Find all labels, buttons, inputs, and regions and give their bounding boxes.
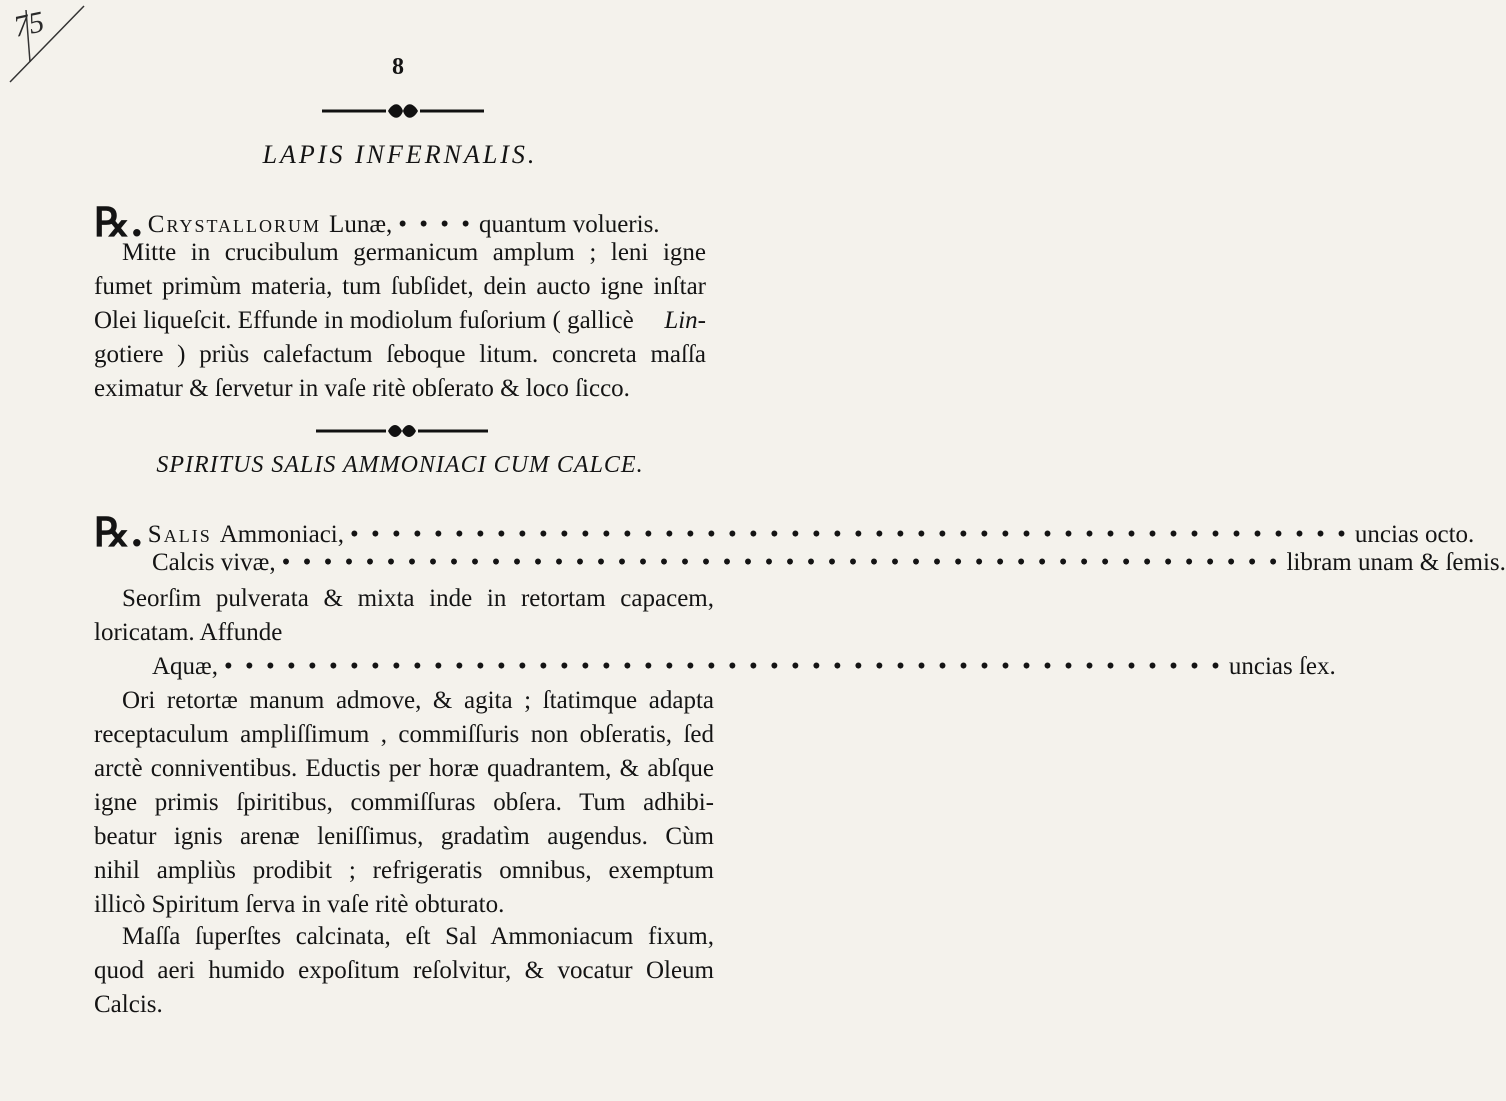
leader-dots: • • • •: [398, 211, 474, 238]
recipe-symbol: ℞.: [94, 509, 144, 556]
text-line: fumet primùm materia, tum ſubſidet, dein aucto igne inſtar: [94, 273, 706, 300]
text-line: Ori retortæ manum admove, & agita ; ſtatimque adapta: [122, 687, 714, 714]
section-title-lapis: LAPIS INFERNALIS.: [262, 140, 538, 169]
text-line: quod aeri humido expoſitum reſolvitur, & vocatur Oleum: [94, 957, 714, 984]
ingredient-amount: uncias octo.: [1354, 521, 1475, 548]
ingredient-smallcaps: Salis: [147, 521, 212, 548]
text-line: illicò Spiritum ſerva in vaſe ritè obturato.: [94, 891, 505, 918]
text-line: Calcis.: [94, 991, 163, 1018]
recipe-symbol: ℞.: [94, 199, 144, 246]
ingredient-name: Ammoniaci,: [219, 521, 344, 548]
section-title-spiritus: SPIRITUS SALIS AMMONIACI CUM CALCE.: [156, 452, 644, 478]
text-line: Mitte in crucibulum germanicum amplum ; leni igne: [122, 239, 706, 266]
recipe-line-aquae: [152, 652, 1336, 682]
leader-dots: • • • • • • • • • • • • • • • • • • • • • • • • • • • • • • • • • • • • • • • • • • • • • • • •: [349, 521, 1349, 548]
page-number: 8: [392, 54, 404, 80]
text-line: nihil ampliùs prodibit ; refrigeratis omnibus, exemptum: [94, 857, 714, 884]
ingredient-smallcaps: Crystallorum: [147, 211, 322, 238]
italic-word: Lin-: [664, 307, 706, 334]
ingredient-amount: libram unam & ſemis.: [1286, 549, 1506, 576]
text-line: igne primis ſpiritibus, commiſſuras obſera. Tum adhibi-: [94, 789, 714, 816]
text-line: arctè conniventibus. Eductis per horæ quadrantem, & abſque: [94, 755, 714, 782]
text-line: [94, 306, 706, 336]
ingredient-name: Calcis vivæ,: [152, 549, 276, 576]
text-line: Seorſim pulverata & mixta inde in retortam capacem,: [122, 585, 714, 612]
ingredient-name: Aquæ,: [152, 653, 218, 680]
recipe-line-calcis: [152, 548, 1506, 578]
leader-dots: • • • • • • • • • • • • • • • • • • • • • • • • • • • • • • • • • • • • • • • • • • • • • • • •: [281, 549, 1281, 576]
ornament-divider-middle: [312, 420, 492, 442]
text-line-part: Olei liqueſcit. Effunde in modiolum fuſorium ( gallicè: [94, 307, 634, 334]
text-line: receptaculum ampliſſimum , commiſſuris non obſeratis, ſed: [94, 721, 714, 748]
ingredient-amount: uncias ſex.: [1228, 653, 1336, 680]
text-line: eximatur & ſervetur in vaſe ritè obſerato & loco ſicco.: [94, 375, 630, 402]
text-line: Maſſa ſuperſtes calcinata, eſt Sal Ammoniacum fixum,: [122, 923, 714, 950]
recipe-line-salis: [94, 509, 1475, 556]
margin-handwritten-number: 75: [10, 5, 47, 44]
text-line: beatur ignis arenæ leniſſimus, gradatìm augendus. Cùm: [94, 823, 714, 850]
text-line: gotiere ) priùs calefactum ſeboque litum. concreta maſſa: [94, 341, 706, 368]
leader-dots: • • • • • • • • • • • • • • • • • • • • • • • • • • • • • • • • • • • • • • • • • • • • • • • •: [223, 653, 1223, 680]
recipe-line-crystallorum: [94, 199, 706, 246]
ornament-divider-top: [318, 100, 488, 122]
ingredient-name: Lunæ,: [329, 211, 393, 238]
ingredient-quantity: quantum volueris.: [479, 211, 660, 238]
text-line: loricatam. Affunde: [94, 619, 283, 646]
